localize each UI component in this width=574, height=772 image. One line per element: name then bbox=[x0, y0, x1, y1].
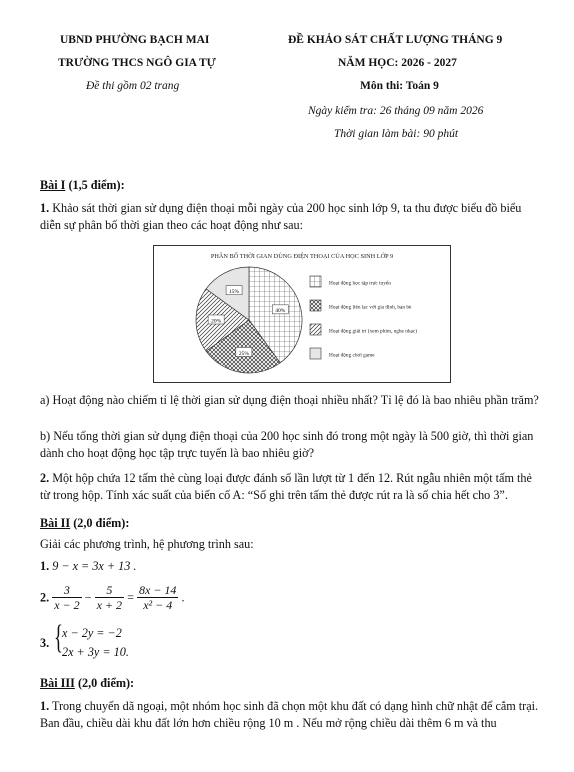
legend-label-1: Hoạt động học tập trực tuyến bbox=[329, 280, 391, 287]
school-authority: UBND PHƯỜNG BẠCH MAI bbox=[60, 34, 210, 46]
exam-date: Ngày kiểm tra: 26 tháng 09 năm 2026 bbox=[308, 105, 484, 117]
data-label-2: 25% bbox=[238, 350, 249, 357]
pie-chart bbox=[154, 246, 450, 382]
school-year: NĂM HỌC: 2026 - 2027 bbox=[338, 57, 457, 69]
system-brace: { bbox=[54, 619, 63, 656]
legend-swatch-4 bbox=[310, 348, 321, 359]
question-1-1-b: b) Nếu tổng thời gian sử dụng điện thoại của 200 học sinh đó trong một ngày là 500 giờ, thì thời gian dành cho hoạt động học tập trực tuyến là bao nhiêu giờ? bbox=[40, 429, 534, 460]
legend-swatch-2 bbox=[310, 300, 321, 311]
legend-swatch-3 bbox=[310, 324, 321, 335]
equation-3-number: 3. bbox=[40, 636, 50, 650]
fraction-3: $\frac{8x - 14}{\text{x² − 4}}$ bbox=[139, 583, 177, 612]
system-line-1: x − 2y = −2 bbox=[62, 626, 122, 640]
fraction-2: $\frac{5}{x + 2}$ bbox=[96, 583, 123, 612]
legend-label-3: Hoạt động giải trí (xem phim, nghe nhạc) bbox=[329, 328, 417, 335]
section-1-heading: Bài I (1,5 điểm): bbox=[40, 178, 125, 192]
legend-swatch-1 bbox=[310, 276, 321, 287]
equation-1: 1. 9 − x = 3x + 13 . bbox=[40, 559, 137, 573]
question-3-1: 1. Trong chuyến dã ngoại, một nhóm học sinh đã chọn một khu đất có dạng hình chữ nhật để cắm trại. Ban đầu, chiều dài khu đất lớn hơn chiều rộng 10 m . Nếu mở rộng chiều dài thêm 6 m và thu bbox=[40, 699, 539, 730]
page-count-note: Đề thi gồm 02 trang bbox=[86, 80, 180, 92]
section-2-intro: Giải các phương trình, hệ phương trình sau: bbox=[40, 537, 254, 551]
school-name: TRƯỜNG THCS NGÔ GIA TỰ bbox=[58, 57, 216, 69]
section-3-heading: Bài III (2,0 điểm): bbox=[40, 676, 135, 690]
data-label-4: 15% bbox=[229, 289, 240, 296]
subject: Môn thi: Toán 9 bbox=[360, 80, 439, 92]
exam-title: ĐỀ KHẢO SÁT CHẤT LƯỢNG THÁNG 9 bbox=[288, 34, 503, 46]
legend-label-4: Hoạt động chơi game bbox=[329, 352, 375, 359]
question-1-1: 1. Khảo sát thời gian sử dụng điện thoại mỗi ngày của 200 học sinh lớp 9, ta thu được biểu đồ biểu diễn sự phân bố thời gian theo các hoạt động như sau: bbox=[40, 201, 522, 232]
exam-duration: Thời gian làm bài: 90 phút bbox=[334, 128, 459, 140]
pie-chart-figure bbox=[153, 245, 451, 383]
equation-2: 2. $\frac{3}{x - 2}$ − $\frac{5}{x + 2}$ = $\frac{8x - 14}{\text{x² − 4}}$ . bbox=[40, 583, 185, 612]
question-1-2: 2. Một hộp chứa 12 tấm thẻ cùng loại được đánh số lần lượt từ 1 đến 12. Rút ngẫu nhiên một tấm thẻ từ trong hộp. Tính xác suất của biến cố A: “Số ghi trên tấm thẻ được rút ra là số chia hết cho 3”. bbox=[40, 471, 532, 502]
legend-label-2: Hoạt động liên lạc với gia đình, bạn bè bbox=[329, 304, 412, 311]
system-line-2: 2x + 3y = 10. bbox=[62, 645, 129, 659]
fraction-1: $\frac{3}{x - 2}$ bbox=[54, 583, 80, 612]
question-1-1-a: a) Hoạt động nào chiếm tỉ lệ thời gian sử dụng điện thoại nhiều nhất? Tỉ lệ đó là bao nhiêu phần trăm? bbox=[40, 393, 539, 407]
data-label-3: 20% bbox=[211, 318, 222, 325]
section-2-heading: Bài II (2,0 điểm): bbox=[40, 516, 130, 530]
chart-title: PHÂN BỐ THỜI GIAN DÙNG ĐIỆN THOẠI CỦA HỌC SINH LỚP 9 bbox=[210, 253, 394, 260]
data-label-1: 40% bbox=[275, 308, 286, 315]
